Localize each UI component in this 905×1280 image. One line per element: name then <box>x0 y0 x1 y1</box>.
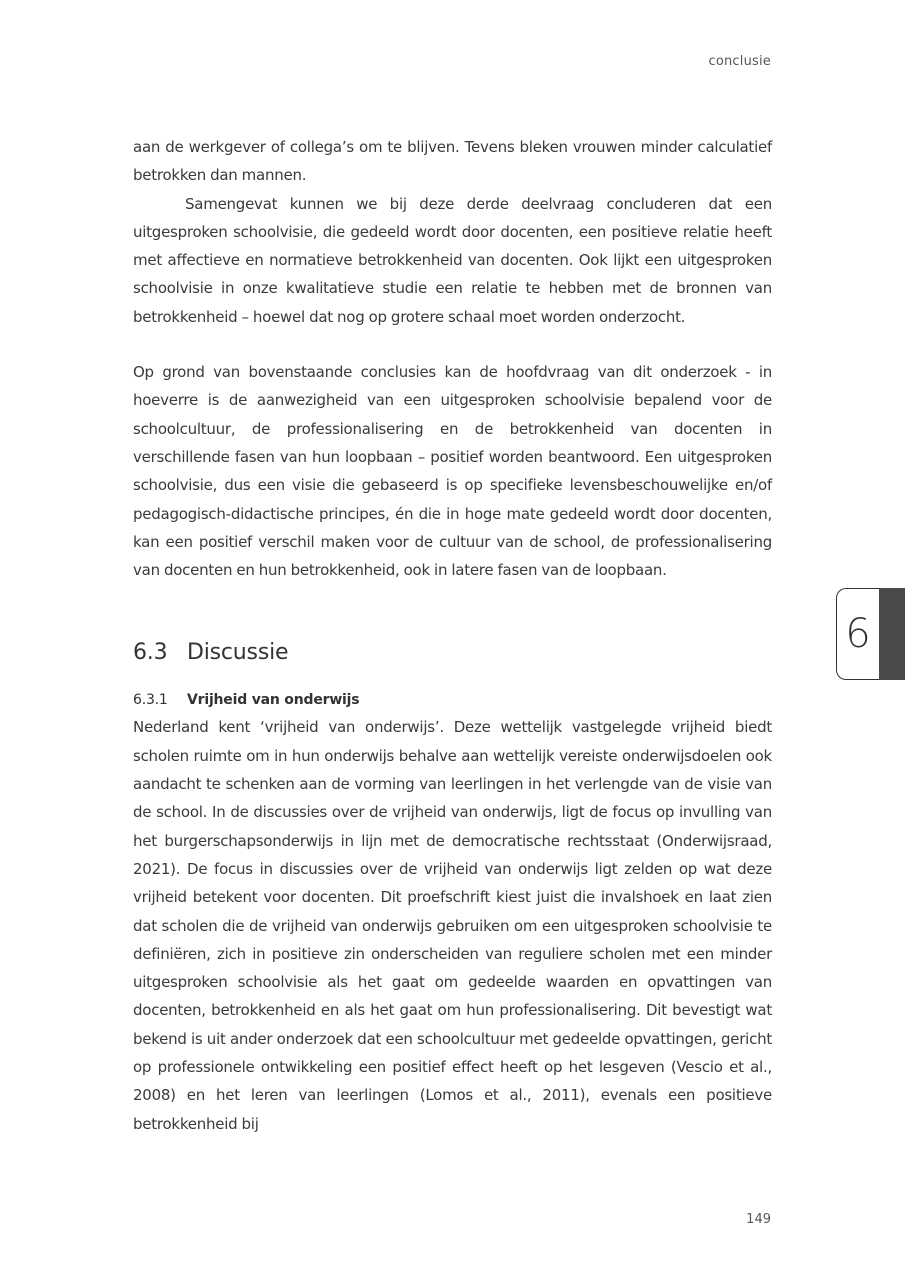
section-heading <box>133 638 772 668</box>
section-number: 6.3 <box>133 640 168 666</box>
subsection-number: 6.3.1 <box>133 692 168 709</box>
subsection-heading <box>133 687 772 713</box>
section-title: Discussie <box>187 640 289 666</box>
page-content <box>133 133 772 1138</box>
chapter-tab-bar <box>879 588 905 680</box>
subsection-body: Nederland kent ‘vrijheid van onderwijs’. Deze wettelijk vastgelegde vrijheid biedt scholen ruimte om in hun onderwijs behalve aan wettelijk vereiste onderwijsdoelen ook aandacht te schenken aan de vorming van leerlingen in het verlengde van de visie van de school. In de discussies over de vrijheid van onderwijs, ligt de focus op invulling van het burgerschapsonderwijs in lijn met de democratische rechtsstaat (Onderwijsraad, 2021). De focus in discussies over de vrijheid van onderwijs ligt zelden op wat deze vrijheid betekent voor docenten. Dit proefschrift kiest juist die invalshoek en laat zien dat scholen die de vrijheid van onderwijs gebruiken om een uitgesproken schoolvisie te definiëren, zich in positieve zin onderscheiden van reguliere scholen met een minder uitgesproken schoolvisie als het gaat om gedeelde waarden en opvattingen van docenten, betrokkenheid en als het gaat om hun professionalisering. Dit bevestigt wat bekend is uit ander onderzoek dat een schoolcultuur met gedeelde opvattingen, gericht op professionele ontwikkeling een positief effect heeft op het lesgeven (Vescio et al., 2008) en het leren van leerlingen (Lomos et al., 2011), evenals een positieve betrokkenheid bij <box>133 718 772 1133</box>
running-head: conclusie <box>708 54 771 69</box>
page-number: 149 <box>746 1212 771 1227</box>
subsection-title: Vrijheid van onderwijs <box>187 692 360 709</box>
paragraph-2: Samengevat kunnen we bij deze derde deelvraag concluderen dat een uitgesproken schoolvisie, die gedeeld wordt door docenten, een positieve relatie heeft met affectieve en normatieve betrokkenheid van docenten. Ook lijkt een uitgesproken schoolvisie in onze kwalitatieve studie een relatie te hebben met de bronnen van betrokkenheid – hoewel dat nog op grotere schaal moet worden onderzocht. <box>133 194 772 326</box>
paragraph-3: Op grond van bovenstaande conclusies kan de hoofdvraag van dit onderzoek - in hoeverre is de aanwezigheid van een uitgesproken schoolvisie bepalend voor de schoolcultuur, de professionalisering en de betrokkenheid van docenten in verschillende fasen van hun loopbaan – positief worden beantwoord. Een uitgesproken schoolvisie, dus een visie die gebaseerd is op specifieke levensbeschouwelijke en/of pedagogisch-didactische principes, én die in hoge mate gedeeld wordt door docenten, kan een positief verschil maken voor de cultuur van de school, de professionalisering van docenten en hun betrokkenheid, ook in latere fasen van de loopbaan. <box>133 363 772 580</box>
chapter-tab <box>836 588 905 680</box>
paragraph-1: aan de werkgever of collega’s om te blijven. Tevens bleken vrouwen minder calculatief betrokken dan mannen. <box>133 138 772 185</box>
chapter-number: 6 <box>836 588 879 680</box>
